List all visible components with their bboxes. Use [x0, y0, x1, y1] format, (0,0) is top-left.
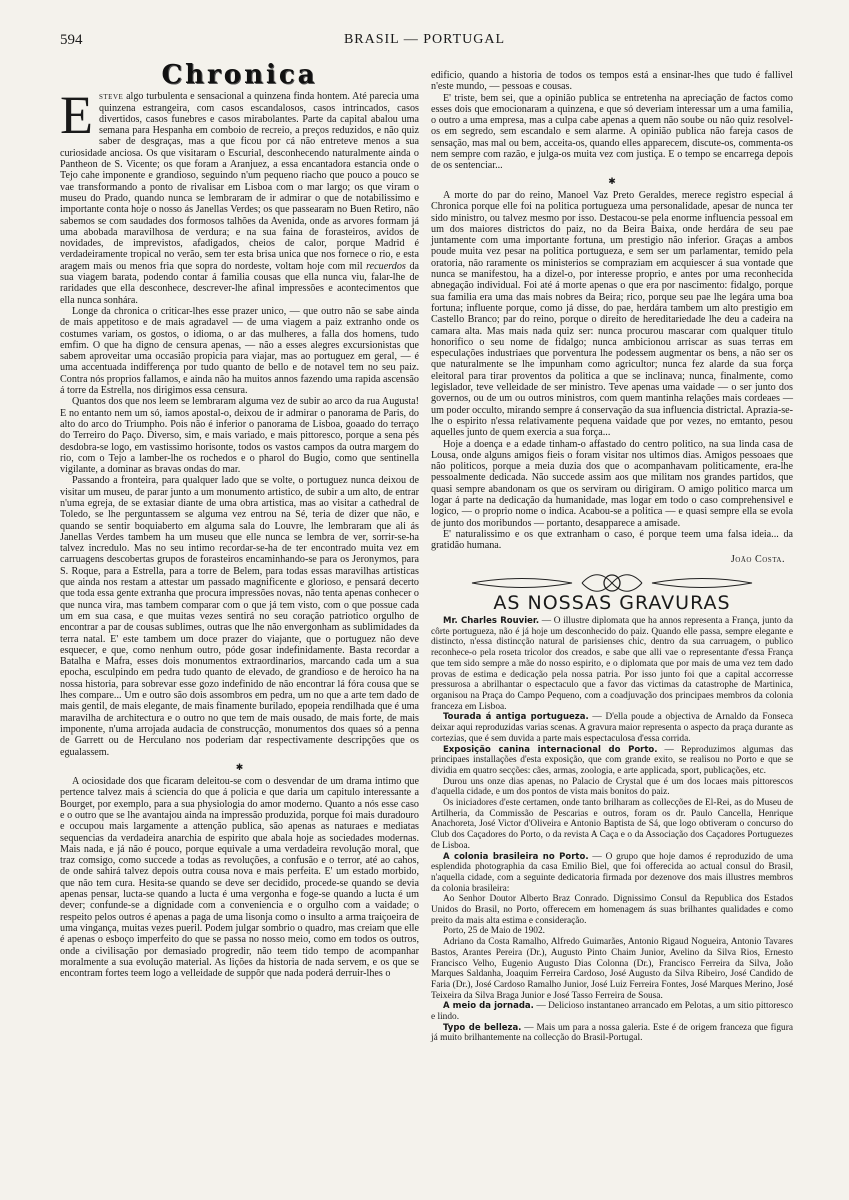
gravura-item: Mr. Charles Rouvier. — O illustre diplomata que ha annos representa a França, junto da côrte portugueza, não é já hoje um desconhecido do paiz. Quando elle passa, sempre elegante e distincto, n'essa distincção natural de parisienses chic, dentro da sua carruagem, o publico reconhece-o pela roseta tricolor dos creados, e sabe que alli vae o representante d'essa França que tem sido sempre a mãe do nosso espirito, e o diplomata que por mais de uma vez tem dado provas de estima e dedicação pela nossa patria. Por isso junto foi que a capital accorresse pressurosa a abrilhantar o espectaculo que a favor das victimas da catastrophe de Martinica, organisou na Praça do Campo Pequeno, com a coadjuvação dos principaes membros da colonia franceza em Lisboa.: [431, 616, 794, 712]
section-asterisk: ✱: [235, 761, 244, 772]
gravura-item: A meio da jornada. — Delicioso instantaneo arrancado em Pelotas, a um sitio pittoresco e lindo.: [431, 1001, 793, 1023]
gravuras-list: [431, 616, 793, 1044]
section-asterisk-2: ✱: [608, 175, 616, 186]
gravura-item: Adriano da Costa Ramalho, Alfredo Guimarães, Antonio Rigaud Nogueira, Antonio Tavares Bastos, Arantes Pereira (Dr.), Augusto Pinto Chaim Junior, Avelino da Silva Rios, Ernesto Francisco Velho, Eugenio Augusto Dias Colonna (Dr.), Francisco Ferreira da Silva, João Marques Saldanha, Joaquim Ferreira Cardoso, José Augusto da Silva Ribeiro, José Candido de Faria (Dr.), José Cardoso Ramalho Junior, José Luiz Ferreira Fontes, José Marques Merino, José Teixeira da Silva Braga Junior e José Tasso Ferreira de Sousa.: [431, 937, 793, 1001]
italic-word: recuerdos: [366, 260, 406, 272]
right-column: [431, 70, 793, 1044]
chronica-paragraph-2: Longe da chronica o criticar-lhes esse prazer unico, — que outro não se sabe ainda de mais appetitoso e de mais agradavel — de uma viagem a paiz extranho onde os costumes variam, os gostos, o idioma, o ar das mulheres, a falla dos homens, tudo emfim. O que ha digno de censura apenas, — não a esses alegres excursionistas que sabem aproveitar uma occasião propicia para viajar, mas ao portuguez em geral, — é uma accentuada indifferença por tudo quanto de bello e de notavel tem no seu paiz. Contra nós proprios fallamos, e ainda não ha muitos annos fazendo uma rapida ascensão á torre da Estrella, nos dirigimos essa censura.: [60, 305, 419, 397]
chronica-paragraph-8: A morte do par do reino, Manoel Vaz Preto Geraldes, merece registro especial á Chronica porque elle foi na politica portugueza uma personalidade, apesar de nunca ter sido ministro, ou talvez mesmo por isso. Destacou-se pela enorme influencia pessoal em um dos maiores districtos do paiz, no da Beira Baixa, onde herdára de seu pae juntamente com uma importante fortuna, um prestigio não inferior. Graças a ambos poude muita vez pesar na politica portugueza, e sem ser um parlamentar, temido pela oratoria, não raramente os ministerios se compraziam em acquiescer á sua vontade que nunca se manifestou, ha a dizel-o, por interesse proprio, e antes por uma reconhecida abnegação individual. Foi até á morte apenas o que era por nascimento: fidalgo, porque sua familia era uma das mais nobres da Beira; rico, porque seu pae lhe legára uma boa fortuna; influente porque, como já disse, do pae, herdára tambem um alto prestigio em Castello Branco; par do reino, porque o direito de hereditariedade lhe deu a cadeira na camara alta. Mas mais nada quiz ser: nunca procurou mascarar com qualquer titulo honorifico o seu nome de fidalgo; nunca ambicionou arriscar as suas terras em especulações industriaes que porventura lhe podessem augmentar os bens, a não ser os que naturalmente se lhe impunham como agricultor; nunca fez alarde da sua força eleitoral para tirar proventos da politica a que se inclinava; nunca, finalmente, como legislador, teve velleidade de ser ministro. Teve apenas uma vaidade — o ser junto dos governos, ou de um ou outros ministros, com quem mantinha relações mais cordeaes — um poder occulto, mirando sempre á conservação da sua influencia districtal. Aprazia-se-lhe o espirito n'essa relativamente pequena vaidade que por vezes, no emtanto, pesou aquelles junto de quem exercia a sua força...: [431, 189, 793, 439]
left-column: [60, 60, 419, 980]
page-number: 594: [60, 32, 83, 48]
chronica-paragraph-5: A ociosidade dos que ficaram deleitou-se com o desvendar de um drama intimo que pertence talvez mais á sciencia do que á policia e que daria um capitulo interessante a Bourget, por exemplo, para a sua physiologia do amor moderno. Quanto a nós esse caso e o outro que se lhe avantajou ainda na impressão produzida, porque foi mais duradouro e occupou mais largamente a attenção publica, são apenas as naturaes e mediatas sequencias da verdadeira anarchia de espirito que abala hoje as sociedades modernas. Mais nada, e já não é pouco, porque equivale a uma verdadeira revolução moral, que traz comsigo, como succede a todas as revoluções, a confusão e o terror, até ao cahos, de onde sahirá talvez depois outra cousa nova e mais perfeita. E' um estado morbido, que não tem cura. Hesita-se quando se deve ser decidido, procede-se quando se devia apenas pensar, lucta-se quando a lucta é uma vergonha e foge-se quando a lucta é um dever; confunde-se a dignidade com a conveniencia e o orgulho com a vaidade; o respeito pelos outros é apenas a paga de uma lisonja como o insulto a arma traiçoeira de uma vingança, muitas vezes pueril. Podem julgar sombrio o quadro, mas creiam que elle é apenas o esboço imperfeito do que se passa no nosso meio, como em todos os outros, onde a civilisação por demasiado progredir, não teem tido tempo de acompanhar moralmente a sua evolução material. As lições da historia de nada servem, e os que se encontram fortes teem logo a velleidade de suppôr que nada poderá derruir-lhes o: [60, 776, 419, 980]
paragraph-1-text: algo turbulenta e sensacional a quinzena finda hontem. Até parecia uma quinzena estrangeira, com casos escandalosos, casos intrincados, casos divertidos, casos funebres e casos mirabolantes. Parte da capital abalou uma semana para Hespanha em comboio de recreio, a preços reduzidos, e não quiz saber de desgraças, mas a que ficou por cá não entreteve menos a sua curiosidade anciosa. Os que visitaram o Escurial, desconhecendo naturalmente ainda o Pantheon de S. Vicente; os que foram a Aranjuez, a essa encantadora estancia onde o Tejo cahe imponente e grandioso, seguindo n'um pequeno riacho que pouco a pouco se vae transformando a ponto de rivalisar em Lisboa com o mar largo; os que viram o museu do Prado, quando nunca se lembraram de ir admirar o que de notabilissimo e importante conta hoje o nosso ás Janellas Verdes; os que passearam no Buen Retiro, não sabemos se com saudades dos formosos talhões da Avenida, onde as arvores formam já uma abobada maravilhosa de verdura; e na sua faina de forasteiros, avidos de novidades, de imprevistos, afadigados, cheios de calor, porque Madrid é verdadeiramente tropical no verão, sem ter esta brisa unica que nos fornece o rio, e esta aragem mais ou menos fria que sopra do nordeste, voltam hoje com mil: [60, 91, 419, 272]
chronica-intro: [60, 91, 419, 306]
gravura-item: Tourada á antiga portugueza. — D'ella poude a objectiva de Arnaldo da Fonseca deixar aqui reproduzidas varias scenas. A gravura maior representa o aspecto da praça durante as cortezias, que é sem duvida a parte mais espectaculosa d'essa corrida.: [431, 712, 793, 744]
gravura-item: Ao Senhor Doutor Alberto Braz Conrado. Dignissimo Consul da Republica dos Estados Unidos do Brasil, no Porto, offerecem em homenagem ás suas brilhantes qualidades e como preito da mais alta estima e consideração.: [431, 894, 793, 926]
gravura-item: Exposição canina internacional do Porto. — Reproduzimos algumas das principaes installações d'esta exposição, que com grande exito, se realisou no Porto e que se dividia em quatro secções: cães, armas, zoologia, e arte applicada, sport, publicações, etc.: [431, 744, 793, 776]
chronica-paragraph-10: E' naturalissimo e os que extranham o caso, é porque teem uma falsa ideia... da gratidão humana.: [431, 528, 793, 552]
chronica-paragraph-1: [60, 91, 419, 306]
ornament-divider: [462, 572, 762, 594]
paragraph-1-tail: da sua viagem barata, podendo contar á familia cousas que ella nunca viu, falar-lhe de raridades que ella desconhece, descrever-lhe afinal impressões e acontecimentos que ella nunca sonhára.: [60, 260, 419, 306]
chronica-paragraph-4: Passando a fronteira, para qualquer lado que se volte, o portuguez nunca deixou de visitar um museu, de parar junto a um monumento artistico, de subir a um alto, de entrar n'uma egreja, de se extasiar diante de uma obra artistica, mas ao visitar a cathedral de Toledo, se lhe perguntassem se alguma vez entrou na Sé, teria de dizer que não, e quando se sentir boquiaberto em alguma sala do Louvre, lhe lembraram que ali ás Janellas Verdes tambem ha um museu que elle nunca se lembra de ver, sorrir-se-ha talvez incredulo. Mas no seu intimo recordar-se-ha de ter encontrado muita vez em carruagens descobertas grupos de forasteiros encaminhando-se para os Jeronymos, para S. Roque, para a Estrella, para a torre de Belem, para todas essas maravilhas artisticas que ainda nos restam a attestar um passado magnificente e glorioso, e pensará decerto que toda essa gente extranha que procura impressões novas, não tenta apenas conhecer o que nunca vira, mas tambem comparar com o que já tem visto, com o que possue cada um em sua casa, e que muitas vezes sentirá no seu coração patriotico orgulho de encontrar a par de cousas sublimes, outras que lhe não envergonham as sublimidades da terra natal. E' este tambem um doce prazer do viajante, que o portuguez não deve esquecer, e que, como nenhum outro, póde gosar indefinidamente. Basta recordar a Batalha e Mafra, esses dois monumentos extraordinarios, marcando cada um a sua epocha, esculpindo em pedra tudo quanto de elevado, de grandioso e de heroico ha na nossa historia, para sobrevar esse gozo indefinido de não encontrar lá fóra cousa que se lhes compare... Um e outro são dois assombros em pedra, um no que a arte tem dado de mais gentil, de mais elegante, de mais finamente burilado, epopeia rendilhada que é uma maravilha de architectura e o outro no que tem de mais ousado, de mais forte, de mais imponente, n'uma arrojada audacia de construcção, monumentos dos quaes só a penna de Garrett ou de Herculano nos poderiam dar respectivamente descripções que os egualassem.: [60, 475, 419, 758]
dropcap: E: [60, 91, 93, 146]
chronica-paragraph-9: Hoje a doença e a edade tinham-o affastado do centro politico, na sua linda casa de Lousa, onde alguns amigos fieis o foram visitar nos ultimos dias. Amigos pessoaes que não politicos, porque a meia duzia dos que o acompanhavam politicamente, era-lhe pessoalmente dedicada. Não succede assim aos que militam nos grandes partidos, que quasi sempre abandonam os que os serviram ou dirigiram. O amigo politico marca um logar á parte na dedicação da humanidade, mas logar em todo o caso comprehensivel e logico, — o proprio nome o indica. Acabou-se a politica — e quasi sempre ella se evola de junto dos moribundos — portanto, desapparece a amisade.: [431, 438, 793, 529]
chronica-paragraph-3: Quantos dos que nos leem se lembraram alguma vez de subir ao arco da rua Augusta! E no entanto nem um só, iamos apostal-o, deixou de ir admirar o panorama de Paris, do alto do arco do Triumpho. Pois não é inferior o panorama de Lisboa, goaado do terraço do Terreiro do Paço. Diverso, sim, e mais variado, e mais pittoresco, porque a sena pés desdobra-se logo, em vastissimo horisonte, todos os vastos campos da outra margem do rio, com o Tejo a lamber-lhe os rochedos e o pharol do Bugio, como que sentinella vigilante, a dominar as bravas ondas do mar.: [60, 396, 419, 476]
gravura-item: A colonia brasileira no Porto. — O grupo que hoje damos é reproduzido de uma esplendida photographia da casa Emilio Biel, que foi offerecida ao actual consul do Brasil, n'aquella cidade, com a seguinte dedicatoria firmada por dezenove dos mais illustres membros da colonia brasileira:: [431, 851, 793, 894]
chronica-title: Chronica: [161, 60, 318, 90]
chronica-paragraph-6: edificio, quando a historia de todos os tempos está a ensinar-lhes que tudo é fallivel n'este mundo, — pessoas e cousas.: [431, 70, 793, 93]
opening-word: steve: [99, 91, 124, 103]
gravura-item: Porto, 25 de Maio de 1902.: [443, 926, 545, 937]
chronica-paragraph-7: E' triste, bem sei, que a opinião publica se entretenha na apreciação de factos como esses dois que emocionaram a quinzena, e que só deveriam interessar um a uma familia, o outro a uma empresa, mas a culpa cabe apenas a quem não soube ou não quiz resolvel-os em segredo, sem escandalo e sem alarme. A opinião publica não fareja casos de sensação, mas mal ou bem, acceita-os, quando elles apparecem, discute-os, commenta-os nem sempre com razão, e julga-os muita vez com justiça. E o tempo se encarrega depois de os sentenciar...: [431, 92, 793, 172]
gravura-item: Durou uns onze dias apenas, no Palacio de Crystal que é um dos locaes mais pittorescos d'aquella cidade, e um dos pontos de vista mais bonitos do paiz.: [431, 776, 793, 798]
gravuras-title: AS NOSSAS GRAVURAS: [493, 591, 731, 614]
gravura-item: Typo de belleza. — Mais um para a nossa galeria. Este é de origem franceza que figura já muito brilhantemente na collecção do Brasil-Portugal.: [431, 1022, 793, 1044]
gravura-item: Os iniciadores d'este certamen, onde tanto brilharam as collecções de El-Rei, as do Museu de Artilheria, da Commissão de Pescarias e outros, foram os dr. Paulo Cancella, Henrique Anachoreta, José Victor d'Oliveira e Antonio Baptista de Sá, que logo obtiveram o concurso do Club dos Caçadores do Porto, o da revista A Caça e o da Associação dos Caçadores Portuguezes de Lisboa.: [431, 798, 793, 851]
author-signature: João Costa.: [730, 554, 785, 566]
running-title: BRASIL — PORTUGAL: [343, 32, 506, 47]
